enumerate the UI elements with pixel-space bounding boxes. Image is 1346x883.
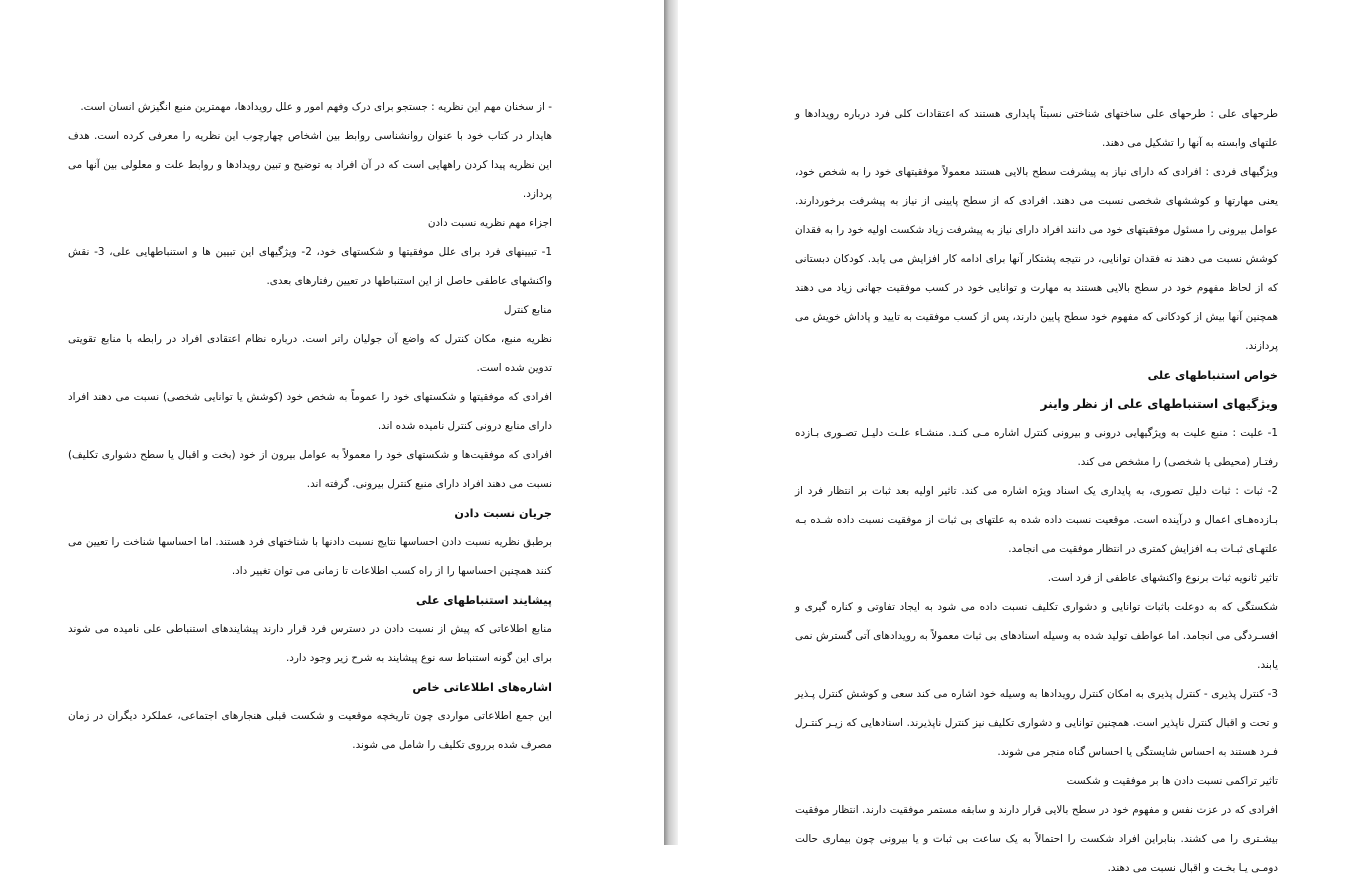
paragraph: 3- کنترل پذیری - کنترل پذیری به امکان کنترل رویدادها به وسیله خود اشاره می کند سعی و کوشش کنترل پـذیر و تحت و اقبال کنترل ناپذیر است. همچنین توانایی و دشواری تکلیف نیز کنترل ناپذیرند. اسنادهایی که زیـر کنتـرل فـرد هستند به احساس شایستگی یا احساس گناه منجر می شوند. [795,688,1278,758]
paragraph: ویژگیهای فردی : افرادی که دارای نیاز به پیشرفت سطح بالایی هستند معمولاً موفقیتهای خود را به شخص خود، یعنی مهارتها و کوششهای شخصی نسبت می دهند. افرادی که از سطح پایینی از نیاز به پیشرفت برخوردارند. عوامل بیرونی را مسئول موفقیتهای خود می دانند افراد دارای نیاز به پیشرفت زیاد شکست اولیه خود را به فقدان کوشش نسبت می دهند نه فقدان توانایی، در نتیجه پشتکار آنها برای ادامه کار افزایش می یابد. کودکان دبستانی که از لحاظ مفهوم خود در سطح بالایی هستند به مهارت و توانایی خود در کسب موفقیت جهانی زیاد می دهند همچنین آنها بیش از کودکانی که مفهوم خود سطح پایین دارند، پس از کسب موفقیت به تایید و پاداش خویش می پردازند. [795,166,1278,352]
paragraph: طرحهای علی : طرحهای علی ساختهای شناختی نسبتاً پایداری هستند که اعتقادات کلی فرد درباره رویدادها و علتهای وابسته به آنها را تشکیل می دهند. [795,108,1278,149]
paragraph: افرادی که در عزت نفس و مفهوم خود در سطح بالایی قرار دارند و سابقه مستمر موفقیت دارند. انتظار موفقیت بیشـتری را می کشند. بنابراین افراد شکست را احتمالاً به یک ساعت بی ثبات و یا بیرونی چون بیماری حالت دومـی یـا بخـت و اقبال نسبت می دهند. [795,804,1278,874]
paragraph: 2- ثبات : ثبات دلیل تصوری، به پایداری یک اسناد ویژه اشاره می کند. تاثیر اولیه بعد ثبات بر انتظار فرد از بـازده‌هـای اعمال و درآینده است. موقعیت نسبت داده شده به علتهای بی ثبات از موفقیت نسبت داده شـده بـه علتهـای ثبـات بـه افزایش کمتری در انتظار موفقیت می انجامد. [795,485,1278,555]
paragraph: - از سخنان مهم این نظریه : جستجو برای درک وفهم امور و علل رویدادها، مهمترین منبع انگیزش انسان است. [80,101,552,113]
page-gutter [664,0,678,845]
paragraph: این جمع اطلاعاتی مواردی چون تاریخچه موقعیت و شکست قبلی هنجارهای اجتماعی، عملکرد دیگران در زمان مصرف شده برروی تکلیف را شامل می شوند. [68,710,552,751]
section-heading: جریان نسبت دادن [454,507,552,520]
right-page-text [795,100,1278,883]
paragraph: تاثیر ثانویه ثبات برنوع واکنشهای عاطفی از فرد است. [1047,572,1278,584]
paragraph: تاثیر تراکمی نسبت دادن ها بر موفقیت و شکست [1066,775,1278,787]
section-heading: اشاره‌های اطلاعاتی خاص [412,681,552,694]
section-heading: پیشایند استنباطهای علی [415,594,552,607]
paragraph: افرادی که موفقیت‌ها و شکستهای خود را معمولاً به عوامل بیرون از خود (بخت و اقبال یا سطح دشواری تکلیف) نسبت می دهند افراد دارای منبع کنترل بیرونی. گرفته اند. [68,449,552,490]
paragraph: شکستگی که به دوعلت باثبات توانایی و دشواری تکلیف نسبت داده می شود به ایجاد تفاوتی و کناره گیری و افسـردگی می انجامد. اما عواطف تولید شده به وسیله اسنادهای بی ثبات معمولاً به رویدادهای آتی گسترش نمی یابند. [795,601,1278,671]
paragraph: افرادی که موفقیتها و شکستهای خود را عموماً به شخص خود (کوشش یا توانایی شخصی) نسبت می دهند افراد دارای منابع درونی کنترل نامیده شده اند. [68,391,552,432]
paragraph: 1- تبیینهای فرد برای علل موفقیتها و شکستهای خود، 2- ویژگیهای این تبیین ها و استنباطهایی علی، 3- نقش واکنشهای عاطفی حاصل از این استنباطها در تعیین رفتارهای بعدی. [68,246,552,287]
section-heading: خواص استنباطهای علی [1147,369,1278,382]
paragraph: هایدار در کتاب خود با عنوان روانشناسی روابط بین اشخاص چهارچوب این نظریه را معرفی کرده است. هدف این نظریه پیدا کردن راههایی است که در آن افراد به توضیح و تبین رویدادها و روابط علت و معلولی بین آنها می پردازد. [68,130,552,200]
paragraph: اجزاء مهم نظریه نسبت دادن [427,217,552,229]
paragraph: 1- علیت : منبع علیت به ویژگیهایی درونی و بیرونی کنترل اشاره مـی کنـد. منشـاء علـت دلیـل تصـوری بـازده رفتـار (محیطی یا شخصی) را مشخص می کند. [795,427,1278,468]
paragraph: نظریه منبع، مکان کنترل که واضع آن جولیان راتر است. درباره نظام اعتقادی افراد در رابطه با منابع تقویتی تدوین شده است. [68,333,552,374]
paragraph: منابع کنترل [503,304,552,316]
left-page-text [68,93,552,760]
paragraph: منابع اطلاعاتی که پیش از نسبت دادن در دسترس فرد قرار دارند پیشایندهای استنباطی علی نامیده می شوند برای این گونه استنباط سه نوع پیشایند به شرح زیر وجود دارد. [68,623,552,664]
section-heading: ویژگیهای استنباطهای علی از نظر واینر [1040,397,1278,411]
paragraph: برطبق نظریه نسبت دادن احساسها نتایج نسبت دادنها با شناختهای فرد هستند. اما احساسها شناخت را تعیین می کنند همچنین احساسها را از راه کسب اطلاعات تا زمانی می توان تغییر داد. [68,536,552,577]
